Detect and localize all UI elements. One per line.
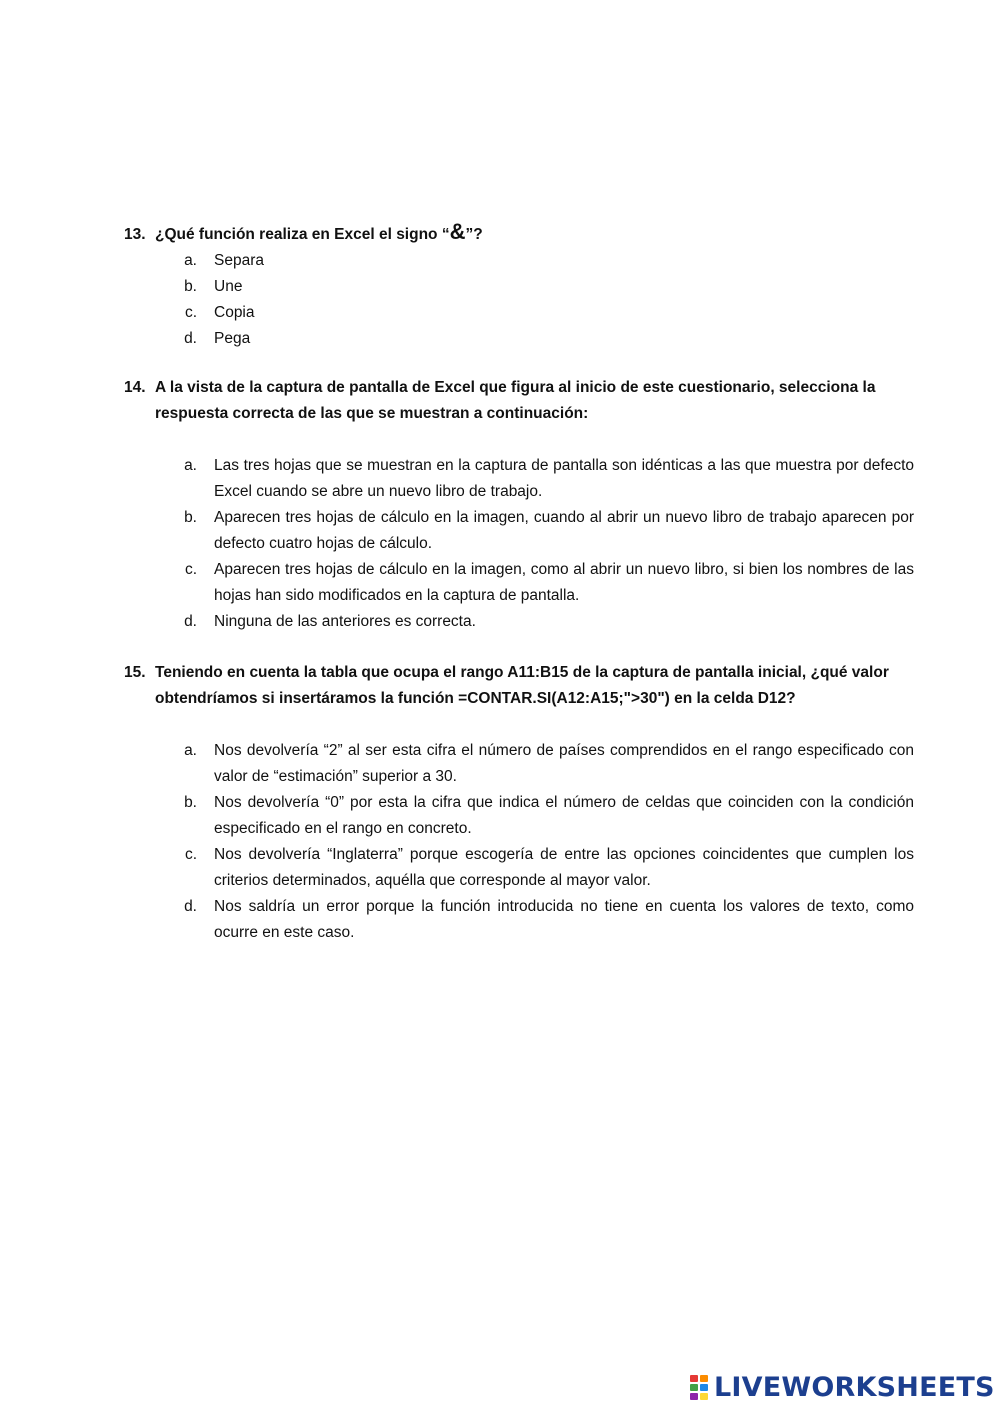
option-b[interactable]: b. Une [184,278,243,295]
question-title [124,660,914,712]
logo-text: LIVEWORKSHEETS [714,1371,995,1403]
option-b[interactable]: b. Nos devolvería “0” por esta la cifra que indica el número de celdas que coinciden con la condición especificado en el rango en concreto. [184,794,914,837]
question-15 [124,660,914,946]
question-14 [124,375,914,635]
option-a[interactable]: a. Las tres hojas que se muestran en la captura de pantalla son idénticas a las que muestra por defecto Excel cuando se abre un nuevo libro de trabajo. [184,457,914,500]
question-number: 15. [124,664,146,681]
option-a[interactable]: a. Nos devolvería “2” al ser esta cifra el número de países comprendidos en el rango especificado con valor de “estimación” superior a 30. [184,742,914,785]
option-c[interactable]: c. Copia [184,304,255,321]
question-13 [124,219,914,352]
options-list [124,453,914,635]
option-b[interactable]: b. Aparecen tres hojas de cálculo en la imagen, cuando al abrir un nuevo libro de trabajo aparecen por defecto cuatro hojas de cálculo. [184,509,914,552]
question-title [124,375,914,427]
option-c[interactable]: c. Aparecen tres hojas de cálculo en la imagen, como al abrir un nuevo libro, si bien los nombres de las hojas han sido modificados en la captura de pantalla. [184,561,914,604]
logo-blocks-icon [690,1375,708,1400]
option-c[interactable]: c. Nos devolvería “Inglaterra” porque escogería de entre las opciones coincidentes que cumplen los criterios determinados, aquélla que corresponde al mayor valor. [184,846,914,889]
option-d[interactable]: d. Ninguna de las anteriores es correcta. [184,613,476,630]
liveworksheets-logo[interactable] [690,1370,995,1404]
option-a[interactable]: a. Separa [184,252,264,269]
ampersand-symbol: & [449,219,466,244]
question-number: 13. [124,226,146,243]
question-text: A la vista de la captura de pantalla de Excel que figura al inicio de este cuestionario, selecciona la respuesta correcta de las que se muestran a continuación: [155,379,876,422]
options-list [124,248,914,352]
options-list [124,738,914,946]
question-text: ¿Qué función realiza en Excel el signo “ [155,226,450,243]
question-text: Teniendo en cuenta la tabla que ocupa el rango A11:B15 de la captura de pantalla inicial, ¿qué valor obtendríamos si insertáramos la función =CONTAR.SI(A12:A15;">30") en la celda D12? [155,664,889,707]
question-title [124,219,914,248]
question-number: 14. [124,379,146,396]
question-text-end: ”? [465,226,483,243]
option-d[interactable]: d. Pega [184,330,251,347]
option-d[interactable]: d. Nos saldría un error porque la función introducida no tiene en cuenta los valores de texto, como ocurre en este caso. [184,898,914,941]
